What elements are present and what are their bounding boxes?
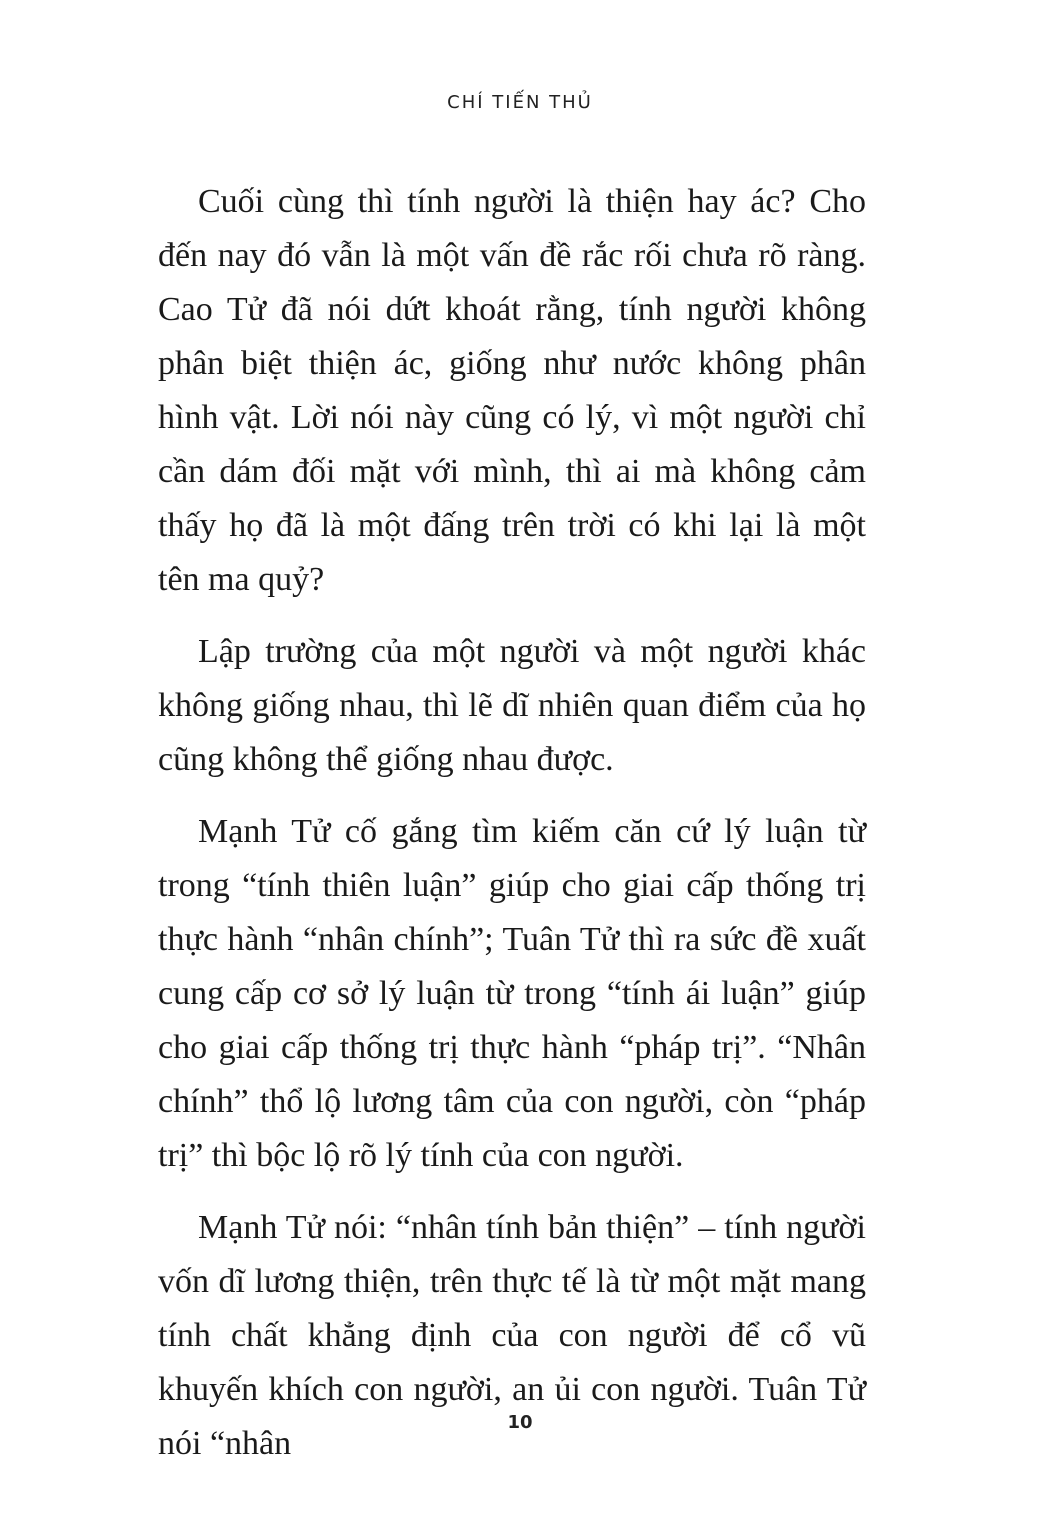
page-number: 10 xyxy=(507,1412,533,1433)
running-header: CHÍ TIẾN THỦ xyxy=(447,92,593,113)
paragraph-4: Mạnh Tử nói: “nhân tính bản thiện” – tính người vốn dĩ lương thiện, trên thực tế là từ một mặt mang tính chất khẳng định của con người để cổ vũ khuyến khích con người, an ủi con người. Tuân Tử nói “nhân xyxy=(158,1209,866,1462)
paragraph-1: Cuối cùng thì tính người là thiện hay ác? Cho đến nay đó vẫn là một vấn đề rắc rối chưa rõ ràng. Cao Tử đã nói dứt khoát rằng, tính người không phân biệt thiện ác, giống như nước không phân hình vật. Lời nói này cũng có lý, vì một người chỉ cần dám đối mặt với mình, thì ai mà không cảm thấy họ đã là một đấng trên trời có khi lại là một tên ma quỷ? xyxy=(158,183,866,598)
body-text xyxy=(158,175,866,1489)
paragraph-2: Lập trường của một người và một người khác không giống nhau, thì lẽ dĩ nhiên quan điểm của họ cũng không thể giống nhau được. xyxy=(158,633,866,778)
paragraph-3: Mạnh Tử cố gắng tìm kiếm căn cứ lý luận từ trong “tính thiên luận” giúp cho giai cấp thống trị thực hành “nhân chính”; Tuân Tử thì ra sức đề xuất cung cấp cơ sở lý luận từ trong “tính ái luận” giúp cho giai cấp thống trị thực hành “pháp trị”. “Nhân chính” thổ lộ lương tâm của con người, còn “pháp trị” thì bộc lộ rõ lý tính của con người. xyxy=(158,813,866,1174)
